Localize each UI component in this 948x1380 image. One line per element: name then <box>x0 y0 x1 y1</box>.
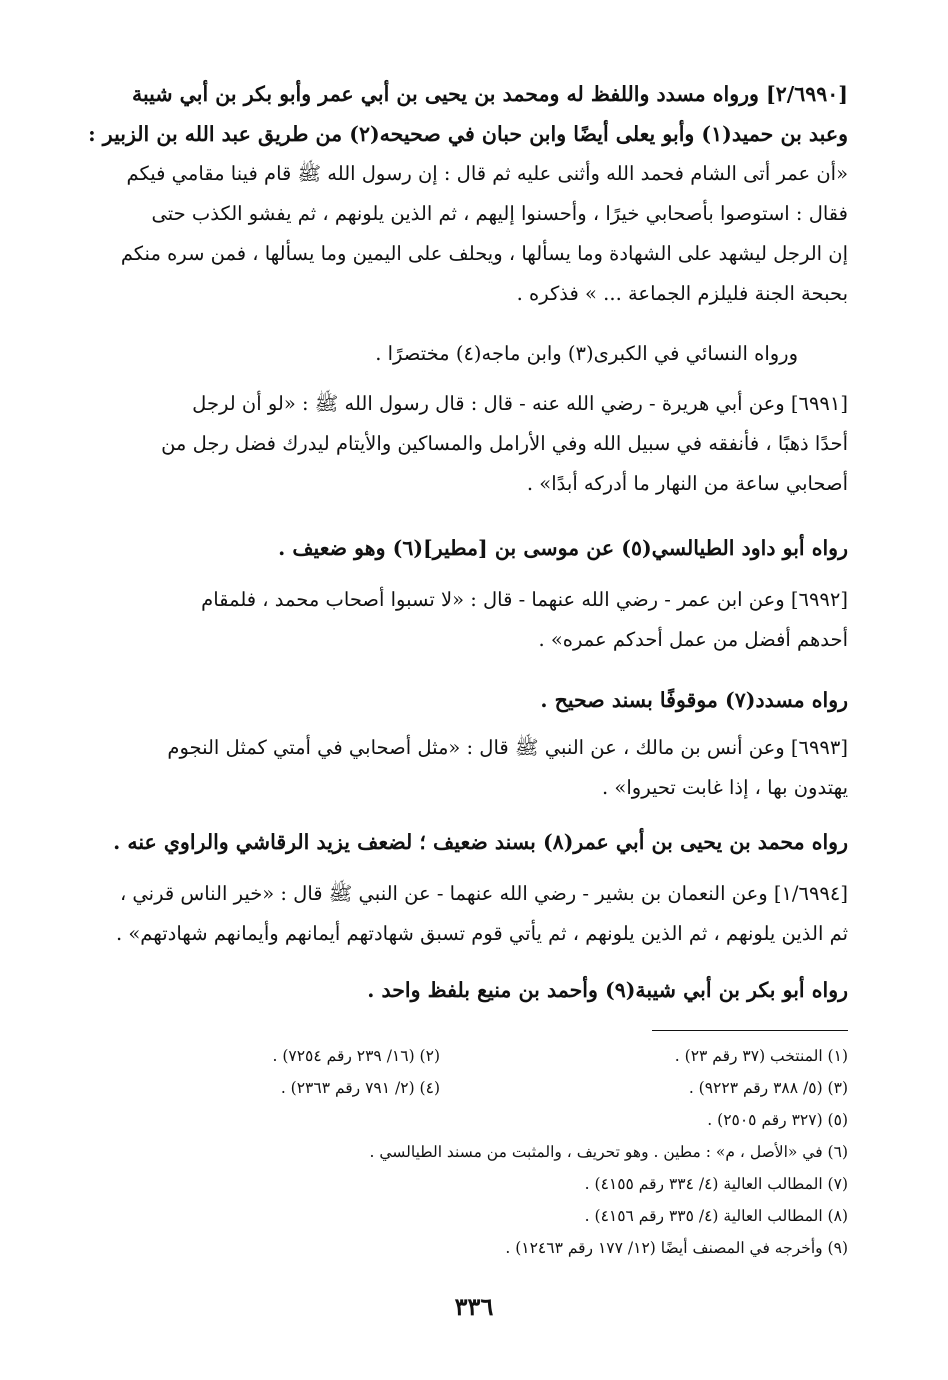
footnote-1: (١) المنتخب (٣٧ رقم ٢٣) . <box>674 1047 848 1065</box>
hadith-6992 <box>80 580 848 660</box>
text-line: [١/٦٩٩٤] وعن النعمان بن بشير - رضي الله عنهما - عن النبي ﷺ قال : «خير الناس قرني ، <box>119 882 848 905</box>
text-line: رواه أبو داود الطيالسي(٥) عن موسى بن [مطير](٦) وهو ضعيف . <box>278 536 848 560</box>
footnote-separator <box>652 1030 848 1031</box>
hadith-6991 <box>80 384 848 504</box>
footnote-6: (٦) في «الأصل ، م» : مطين . وهو تحريف ، والمثبت من مسند الطيالسي . <box>369 1143 848 1161</box>
footnote-4: (٤) (٢/ ٧٩١ رقم ٢٣٦٣) . <box>280 1079 440 1097</box>
footnote-2: (٢) (١٦/ ٢٣٩ رقم ٧٢٥٤) . <box>272 1047 440 1065</box>
takhrij-6993 <box>80 822 848 862</box>
text-line: يهتدون بها ، إذا غابت تحيروا» . <box>602 776 848 799</box>
text-line: أحدًا ذهبًا ، فأنفقه في سبيل الله وفي الأرامل والمساكين والأيتام ليدرك فضل رجل من <box>161 432 848 455</box>
text-line: رواه مسدد(٧) موقوفًا بسند صحيح . <box>540 688 848 712</box>
takhrij-6991 <box>80 528 848 568</box>
footnote-7: (٧) المطالب العالية (٤/ ٣٣٤ رقم ٤١٥٥) . <box>584 1175 848 1193</box>
text-line: [٦٩٩٢] وعن ابن عمر - رضي الله عنهما - قال : «لا تسبوا أصحاب محمد ، فلمقام <box>201 588 848 611</box>
takhrij-6994 <box>80 970 848 1010</box>
text-line: أصحابي ساعة من النهار ما أدركه أبدًا» . <box>526 472 848 495</box>
text-line: أحدهم أفضل من عمل أحدكم عمره» . <box>538 628 848 651</box>
text-line: فقال : استوصوا بأصحابي خيرًا ، وأحسنوا إليهم ، ثم الذين يلونهم ، ثم يفشو الكذب حتى <box>151 202 848 225</box>
footnote-9: (٩) وأخرجه في المصنف أيضًا (١٢/ ١٧٧ رقم ١٢٤٦٣) . <box>505 1239 848 1257</box>
text-line: ورواه النسائي في الكبرى(٣) وابن ماجه(٤) مختصرًا . <box>375 342 798 365</box>
page-number: ٣٣٦ <box>454 1292 494 1321</box>
footnote-3: (٣) (٥/ ٣٨٨ رقم ٩٢٢٣) . <box>688 1079 848 1097</box>
text-line: رواه محمد بن يحيى بن أبي عمر(٨) بسند ضعيف ؛ لضعف يزيد الرقاشي والراوي عنه . <box>113 830 848 854</box>
footnote-5: (٥) (٣٢٧ رقم ٢٥٠٥) . <box>707 1111 848 1129</box>
takhrij-6992 <box>80 680 848 720</box>
nasai-note <box>80 334 848 374</box>
text-line: [٢/٦٩٩٠] ورواه مسدد واللفظ له ومحمد بن يحيى بن أبي عمر وأبو بكر بن أبي شيبة <box>132 82 848 106</box>
text-line: بحبحة الجنة فليلزم الجماعة ... » فذكره . <box>516 282 848 305</box>
text-line: رواه أبو بكر بن أبي شيبة(٩) وأحمد بن منيع بلفظ واحد . <box>367 978 848 1002</box>
text-line: [٦٩٩١] وعن أبي هريرة - رضي الله عنه - قال : قال رسول الله ﷺ : «لو أن لرجل <box>192 392 848 415</box>
text-line: «أن عمر أتى الشام فحمد الله وأثنى عليه ثم قال : إن رسول الله ﷺ قام فينا مقامي فيكم <box>126 162 848 185</box>
text-line: إن الرجل ليشهد على الشهادة وما يسألها ، ويحلف على اليمين وما يسألها ، فمن سره منكم <box>120 242 848 265</box>
text-line: [٦٩٩٣] وعن أنس بن مالك ، عن النبي ﷺ قال : «مثل أصحابي في أمتي كمثل النجوم <box>167 736 848 759</box>
hadith-6990-2 <box>80 74 848 314</box>
footnote-8: (٨) المطالب العالية (٤/ ٣٣٥ رقم ٤١٥٦) . <box>584 1207 848 1225</box>
text-line: ثم الذين يلونهم ، ثم الذين يلونهم ، ثم يأتي قوم تسبق شهادتهم أيمانهم وأيمانهم شهادتهم» . <box>115 922 848 945</box>
hadith-6993 <box>80 728 848 808</box>
hadith-6994-1 <box>80 874 848 954</box>
text-line: وعبد بن حميد(١) وأبو يعلى أيضًا وابن حبان في صحيحه(٢) من طريق عبد الله بن الزبير : <box>88 122 848 146</box>
